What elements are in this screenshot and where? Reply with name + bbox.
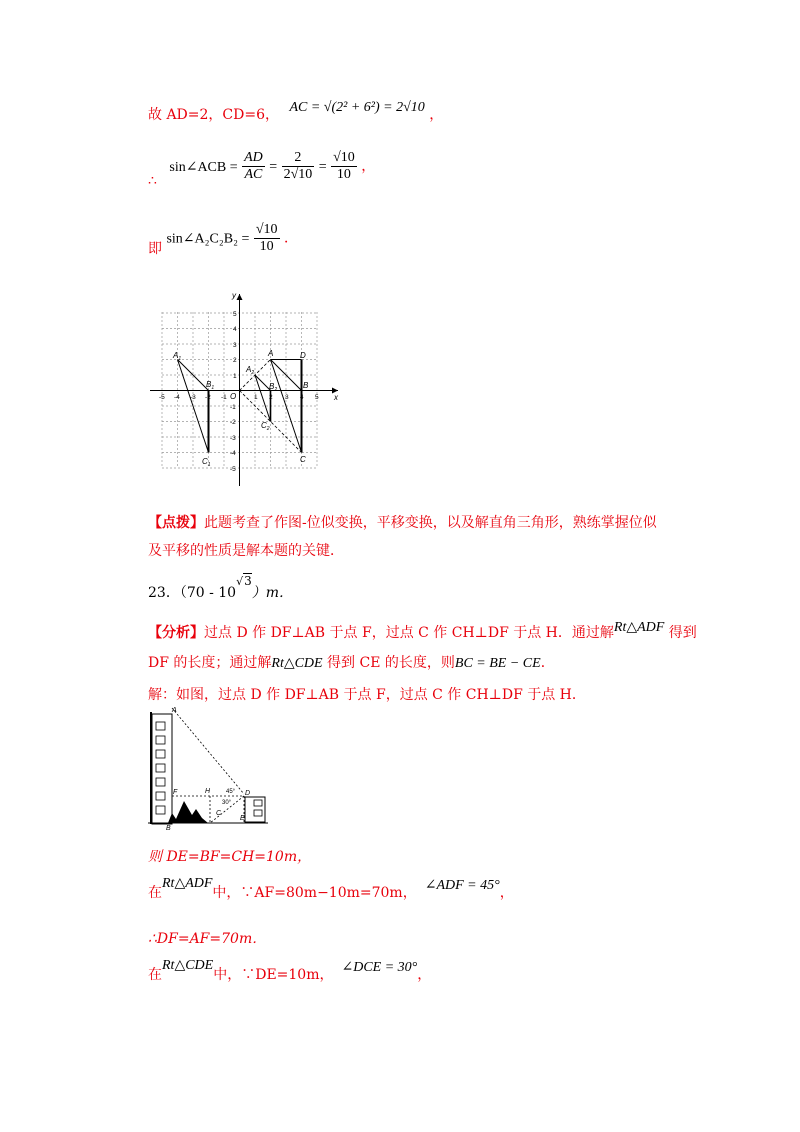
rt-cde: Rt△CDE <box>271 656 323 671</box>
solution-line <box>148 684 586 704</box>
line3-suffix: ． <box>283 230 298 247</box>
label-d: D <box>245 790 251 797</box>
solution-text: 解：如图，过点 D 作 DF⊥AB 于点 F，过点 C 作 CH⊥DF 于点 H． <box>148 687 586 703</box>
label-c: C <box>216 810 222 817</box>
ad-cd-text: 故 AD=2，CD=6， <box>148 107 279 123</box>
line-sin-acb: ∴ sin∠ACB = $\frac{AD}{AC}$ = $\frac{2}{2√10}$ = $\frac{√10}{10}$ ， <box>148 150 376 189</box>
coordinate-graph <box>148 286 348 491</box>
label-a: A <box>172 707 177 714</box>
sin-a2c2b2-lhs: sin∠A₂C₂B₂ = <box>166 231 250 247</box>
svg-text:3: 3 <box>285 394 289 401</box>
svg-text:4: 4 <box>300 394 304 401</box>
svg-text:4: 4 <box>233 326 237 333</box>
line2-suffix: ， <box>361 158 376 175</box>
q23-line <box>148 574 294 602</box>
svg-text:5: 5 <box>233 311 237 318</box>
rt-adf: Rt△ADF <box>613 620 665 635</box>
svg-text:3: 3 <box>233 342 237 349</box>
analysis-text-1: 过点 D 作 DF⊥AB 于点 F，过点 C 作 CH⊥DF 于点 H．通过解 <box>204 625 614 641</box>
angle-30: 30° <box>222 800 232 806</box>
q23-number: 23．（70 - 10 <box>148 585 237 601</box>
svg-text:-1: -1 <box>221 394 227 401</box>
line-ad-cd <box>148 100 444 124</box>
label-a1: $A_1$ <box>173 351 182 362</box>
svg-text:-4: -4 <box>230 450 236 457</box>
line-sin-a2c2b2 <box>148 222 298 255</box>
analysis-line-1: 【分析】过点 D 作 DF⊥AB 于点 F，过点 C 作 CH⊥DF 于点 H．通过解Rt△ADF 得到 <box>148 620 697 641</box>
step-2: 在Rt△ADF中，∵AF=80m−10m=70m， ∠ADF = 45°， <box>148 876 514 901</box>
origin-label: O <box>230 392 237 401</box>
label-b1: $B_1$ <box>206 380 215 391</box>
bc-formula: BC = BE − CE <box>454 656 541 671</box>
label-b2: $B_2$ <box>269 382 278 393</box>
svg-text:1: 1 <box>254 394 258 401</box>
therefore-symbol: ∴ <box>148 172 157 189</box>
fraction-root10-10-b: $\frac{√10}{10}$ <box>255 222 278 254</box>
svg-text:1: 1 <box>233 373 237 380</box>
tip-line-2 <box>148 540 344 560</box>
step-1: 则 DE=BF=CH=10m， <box>148 849 312 865</box>
angle-45: 45° <box>226 789 236 795</box>
label-b: B <box>166 825 171 832</box>
tip-text-1: 此题考查了作图-位似变换，平移变换，以及解直角三角形，熟练掌握位似 <box>204 515 657 531</box>
label-c2: $C_2$ <box>261 421 270 432</box>
svg-text:-5: -5 <box>159 394 165 401</box>
y-axis-label: y <box>232 291 236 300</box>
line1-suffix: ， <box>429 107 444 123</box>
label-a: A <box>268 349 274 358</box>
analysis-text-2a: DF 的长度；通过解 <box>148 655 272 671</box>
q23-close: ）m． <box>251 585 294 601</box>
q23-sqrt: √3 <box>236 574 252 588</box>
building-diagram <box>148 702 273 832</box>
svg-text:-2: -2 <box>230 419 236 426</box>
label-a2: $A_2$ <box>246 365 255 376</box>
label-b: B <box>303 381 309 390</box>
svg-text:-3: -3 <box>230 435 236 442</box>
svg-text:2: 2 <box>269 394 273 401</box>
rt-adf-2: Rt△ADF <box>162 876 213 891</box>
step-3: ∴DF=AF=70m． <box>148 931 267 947</box>
svg-text:-2: -2 <box>205 394 211 401</box>
y-axis-arrow <box>237 294 243 300</box>
x-axis-label: x <box>334 393 338 402</box>
label-d: D <box>300 351 306 360</box>
rt-cde-2: Rt△CDE <box>162 958 214 973</box>
svg-text:-3: -3 <box>190 394 196 401</box>
fraction-ad-ac: $\frac{AD}{AC}$ <box>244 150 263 182</box>
svg-text:-4: -4 <box>174 394 180 401</box>
tip-tag: 【点拨】 <box>148 515 204 531</box>
angle-dce: ∠DCE = 30° <box>341 960 418 975</box>
tall-building <box>152 714 172 824</box>
point-labels <box>172 349 309 468</box>
svg-text:2: 2 <box>233 357 237 364</box>
label-h: H <box>205 788 211 795</box>
svg-text:5: 5 <box>315 394 319 401</box>
analysis-line-2: DF 的长度；通过解Rt△CDE 得到 CE 的长度，则BC = BE − CE． <box>148 655 555 671</box>
ac-formula: AC = √(2² + 6²) = 2√10 <box>289 100 425 115</box>
sin-acb-lhs: sin∠ACB = <box>169 159 238 175</box>
fraction-2-2root10: $\frac{2}{2√10}$ <box>283 150 313 182</box>
building-windows <box>156 722 165 814</box>
tip-text-2: 及平移的性质是解本题的关键． <box>148 543 344 559</box>
svg-text:-1: -1 <box>230 404 236 411</box>
ji-text: 即 <box>148 240 162 257</box>
fraction-root10-10: $\frac{√10}{10}$ <box>333 150 355 182</box>
label-f: F <box>173 789 178 796</box>
tip-line-1 <box>148 512 657 532</box>
step-4: 在Rt△CDE中，∵DE=10m， ∠DCE = 30°， <box>148 958 432 983</box>
analysis-tag: 【分析】 <box>148 625 204 641</box>
hill <box>168 801 208 823</box>
angle-adf: ∠ADF = 45° <box>424 878 500 893</box>
label-c: C <box>300 455 306 464</box>
label-c1: $C_1$ <box>202 457 211 468</box>
svg-text:-5: -5 <box>230 466 236 473</box>
label-e: E <box>240 815 245 822</box>
